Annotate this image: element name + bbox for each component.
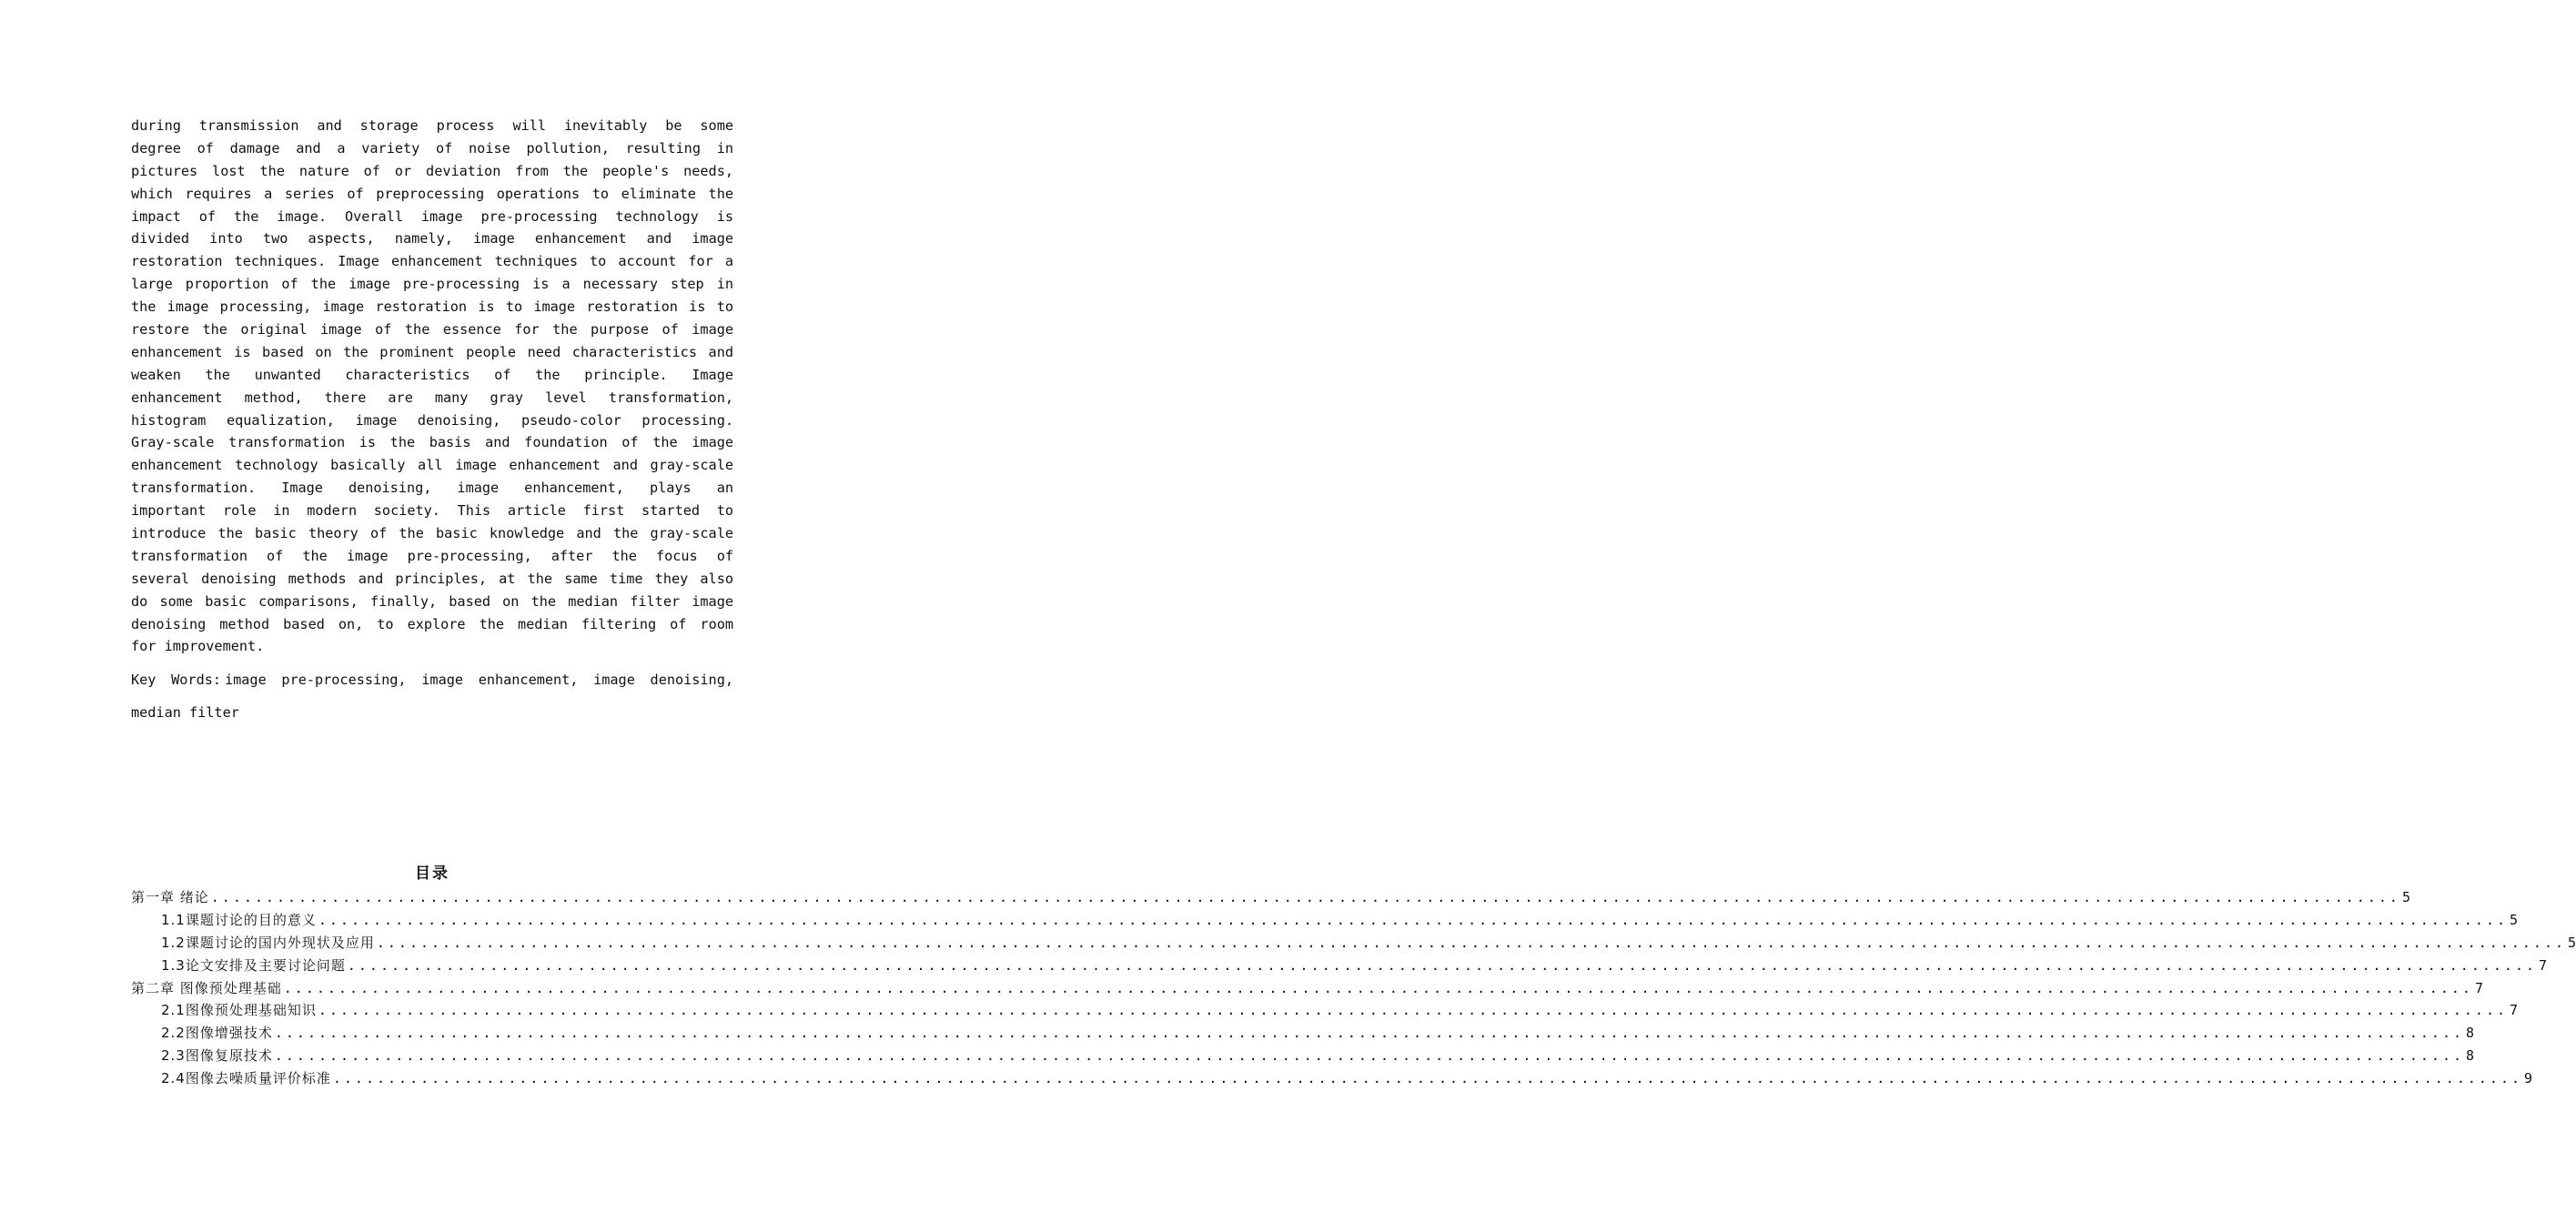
keywords-line: median filter — [131, 704, 239, 722]
abstract-line: important role in modern society. This article first started to — [131, 502, 733, 520]
keywords-text: image pre-processing, image enhancement, image denoising, — [225, 672, 733, 689]
toc-entry-page: 8 — [2466, 1025, 2475, 1042]
toc-entry-page: 5 — [2568, 934, 2576, 951]
table-of-contents — [131, 861, 2576, 1090]
toc-entry-page: 7 — [2539, 956, 2548, 974]
abstract-body — [131, 115, 733, 658]
abstract-line: large proportion of the image pre-processing is a necessary step in — [131, 276, 733, 293]
toc-entry-label: 1.1课题讨论的目的意义 — [161, 911, 317, 928]
toc-entry-label: 2.3图像复原技术 — [161, 1047, 273, 1065]
abstract-line: restoration techniques. Image enhancement techniques to account for a — [131, 253, 733, 270]
toc-leader-dots: ........................................................................................................................................................................................................ — [274, 1047, 2465, 1065]
abstract-line: several denoising methods and principles, at the same time they also — [131, 570, 733, 587]
toc-entry-label: 1.3论文安排及主要讨论问题 — [161, 956, 346, 974]
abstract-line: do some basic comparisons, finally, based on the median filter image — [131, 592, 733, 610]
abstract-line: weaken the unwanted characteristics of the principle. Image — [131, 366, 733, 383]
abstract-line: histogram equalization, image denoising, pseudo-color processing. — [131, 411, 733, 429]
abstract-line: during transmission and storage process will inevitably be some — [131, 117, 733, 134]
toc-entry-page: 5 — [2401, 889, 2410, 905]
abstract-line: enhancement method, there are many gray level transformation, — [131, 389, 733, 406]
toc-entry[interactable] — [131, 955, 2548, 977]
toc-title: 目录 — [415, 864, 450, 883]
toc-entry-page: 7 — [2510, 1002, 2519, 1019]
abstract-line: enhancement technology basically all image enhancement and gray-scale — [131, 457, 733, 474]
abstract-line: enhancement is based on the prominent people need characteristics and — [131, 343, 733, 360]
toc-entry-page: 7 — [2474, 979, 2483, 996]
toc-entry-label: 第二章 图像预处理基础 — [131, 979, 282, 996]
toc-entry[interactable] — [131, 977, 2483, 1000]
abstract-line: degree of damage and a variety of noise pollution, resulting in — [131, 139, 733, 157]
toc-entry-page: 8 — [2466, 1047, 2475, 1065]
toc-entry[interactable] — [131, 909, 2519, 932]
abstract-line: denoising method based on, to explore the median filtering of room — [131, 615, 733, 632]
abstract-line: introduce the basic theory of the basic knowledge and the gray-scale — [131, 525, 733, 542]
toc-leader-dots: ........................................................................................................................................................................................................ — [283, 979, 2473, 996]
toc-leader-dots: ........................................................................................................................................................................................................ — [332, 1070, 2523, 1087]
toc-entry[interactable] — [131, 932, 2576, 955]
abstract-line: which requires a series of preprocessing operations to eliminate the — [131, 185, 733, 202]
abstract-section — [131, 115, 733, 735]
toc-leader-dots: ........................................................................................................................................................................................................ — [318, 911, 2509, 928]
keywords-label: Key Words: — [131, 672, 221, 689]
toc-entry-label: 2.4图像去噪质量评价标准 — [161, 1070, 331, 1087]
toc-entry-page: 5 — [2510, 911, 2519, 928]
abstract-line: Gray-scale transformation is the basis and foundation of the image — [131, 434, 733, 451]
abstract-line: restore the original image of the essence for the purpose of image — [131, 321, 733, 339]
abstract-line: transformation of the image pre-processing, after the focus of — [131, 547, 733, 564]
abstract-line: transformation. Image denoising, image enhancement, plays an — [131, 480, 733, 497]
toc-leader-dots: ........................................................................................................................................................................................................ — [347, 956, 2538, 974]
abstract-line: impact of the image. Overall image pre-processing technology is — [131, 207, 733, 225]
keywords-line — [131, 670, 733, 702]
toc-entry[interactable] — [131, 1022, 2475, 1045]
toc-entry-label: 1.2课题讨论的国内外现状及应用 — [161, 934, 375, 951]
abstract-line: the image processing, image restoration is to image restoration is to — [131, 298, 733, 316]
toc-entry[interactable] — [131, 1045, 2475, 1067]
toc-entry-label: 2.1图像预处理基础知识 — [161, 1002, 317, 1019]
toc-entry[interactable] — [131, 999, 2519, 1022]
abstract-line: for improvement. — [131, 638, 265, 655]
toc-entry[interactable] — [131, 886, 2410, 909]
toc-leader-dots: ........................................................................................................................................................................................................ — [376, 934, 2567, 951]
keywords — [131, 670, 733, 735]
abstract-line: divided into two aspects, namely, image enhancement and image — [131, 230, 733, 248]
abstract-line: pictures lost the nature of or deviation from the people's needs, — [131, 162, 733, 179]
toc-entry-label: 2.2图像增强技术 — [161, 1025, 273, 1042]
toc-leader-dots: ........................................................................................................................................................................................................ — [210, 889, 2400, 905]
toc-leader-dots: ........................................................................................................................................................................................................ — [318, 1002, 2509, 1019]
toc-entry-label: 第一章 绪论 — [131, 889, 209, 905]
toc-entry[interactable] — [131, 1067, 2533, 1090]
toc-leader-dots: ........................................................................................................................................................................................................ — [274, 1025, 2465, 1042]
toc-entry-page: 9 — [2524, 1070, 2533, 1087]
